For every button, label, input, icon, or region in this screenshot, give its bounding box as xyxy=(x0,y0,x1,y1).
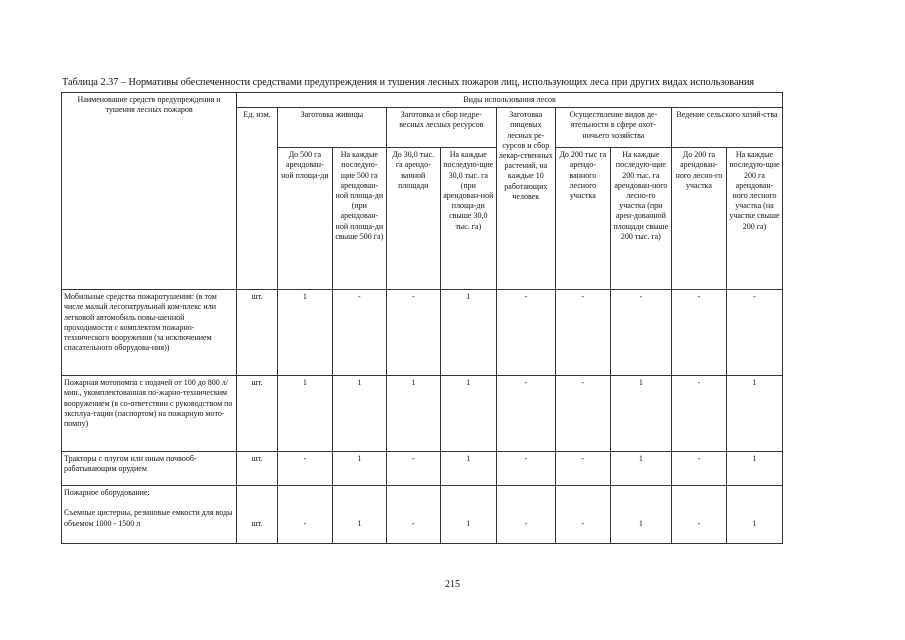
table-row xyxy=(62,486,783,544)
row-unit: шт. xyxy=(237,376,278,452)
row-name: Пожарная мотопомпа с подачей от 100 до 800 л/мин., укомплектованная по-жарно-техническим вооружением (в со-ответствии с руководством по эксплуа-тации (паспортом) на пожарную мото-помпу) xyxy=(62,376,237,452)
row-value: 1 xyxy=(610,486,671,544)
norms-table xyxy=(61,92,783,544)
row-value: 1 xyxy=(386,376,440,452)
row-value: - xyxy=(555,452,610,486)
row-value: - xyxy=(726,290,782,376)
row-value: 1 xyxy=(440,486,496,544)
row-unit: шт. xyxy=(237,486,278,544)
row-value: - xyxy=(555,486,610,544)
row-value: 1 xyxy=(726,486,782,544)
row-value: - xyxy=(671,290,726,376)
row-value: 1 xyxy=(277,376,332,452)
subheader-agriculture-extra: На каждые последую-щие 200 га арендован-ного лесного участка (на участке свыше 200 га) xyxy=(726,148,782,290)
page-number: 215 xyxy=(445,579,460,590)
row-value: 1 xyxy=(332,376,386,452)
row-name: Мобильные средства пожаротушения: (в том числе малый лесопатрульный ком-плекс или легковой автомобиль повы-шенной проходимости с комплектом пожарно-технического вооружения (за исключением спасательного оборудова-ния)) xyxy=(62,290,237,376)
row-value: - xyxy=(555,376,610,452)
subheader-resin-base: До 500 га арендован-ной площа-ди xyxy=(277,148,332,290)
row-value: 1 xyxy=(726,376,782,452)
table-caption: Таблица 2.37 – Нормативы обеспеченности средствами предупреждения и тушения лесных пожаров лиц, использующих леса при других видах использования xyxy=(62,77,755,88)
row-value: 1 xyxy=(277,290,332,376)
row-value: - xyxy=(277,486,332,544)
row-value: - xyxy=(386,290,440,376)
row-value: 1 xyxy=(440,376,496,452)
row-value: - xyxy=(332,290,386,376)
row-value: 1 xyxy=(440,290,496,376)
row-value: - xyxy=(555,290,610,376)
table-row xyxy=(62,290,783,376)
row-value: - xyxy=(610,290,671,376)
row-value: 1 xyxy=(726,452,782,486)
row-value: - xyxy=(671,452,726,486)
row-value: - xyxy=(496,452,555,486)
table-row xyxy=(62,376,783,452)
header-group-nonwood: Заготовка и сбор недре-весных лесных ресурсов xyxy=(386,108,496,148)
row-value: 1 xyxy=(440,452,496,486)
row-name-gap xyxy=(64,498,234,508)
row-name-cell xyxy=(62,486,237,544)
subheader-hunting-extra: На каждые последую-щие 200 тыс. га арендован-ного лесно-го участка (при арен-дованной площади свыше 200 тыс. га) xyxy=(610,148,671,290)
row-value: - xyxy=(277,452,332,486)
subheader-nonwood-extra: На каждые последую-щие 30,0 тыс. га (при арендован-ной площа-ди свыше 30,0 тыс. га) xyxy=(440,148,496,290)
row-unit: шт. xyxy=(237,290,278,376)
header-group-hunting: Осуществление видов де-ятельности в сфере охот-ничьего хозяйства xyxy=(555,108,671,148)
row-value: - xyxy=(496,290,555,376)
row-value: - xyxy=(386,486,440,544)
row-value: - xyxy=(496,376,555,452)
subheader-nonwood-base: До 30,0 тыс. га арендо-ванной площади xyxy=(386,148,440,290)
header-unit-col: Ед. изм. xyxy=(237,108,278,290)
subheader-hunting-base: До 200 тыс га арендо-ванного лесного участка xyxy=(555,148,610,290)
row-unit: шт. xyxy=(237,452,278,486)
row-value: - xyxy=(386,452,440,486)
header-group-food: Заготовка пищевых лесных ре-сурсов и сбор лекар-ственных растений, на каждые 10 работающих человек xyxy=(496,108,555,290)
header-forest-use: Виды использования лесов xyxy=(237,93,783,108)
row-name: Съемные цистерны, резиновые емкости для воды объемом 1000 - 1500 л xyxy=(64,508,233,528)
header-name-col: Наименование средств предупреждения и тушения лесных пожаров xyxy=(62,93,237,290)
table-row xyxy=(62,452,783,486)
row-value: 1 xyxy=(332,486,386,544)
header-group-resin: Заготовка живицы xyxy=(277,108,386,148)
row-value: 1 xyxy=(610,376,671,452)
row-value: - xyxy=(496,486,555,544)
row-name-heading: Пожарное оборудование: xyxy=(64,488,150,498)
subheader-agriculture-base: До 200 га арендован-ного лесно-го участка xyxy=(671,148,726,290)
row-value: - xyxy=(671,486,726,544)
row-name: Тракторы с плугом или иным почвооб-рабатывающим орудием xyxy=(62,452,237,486)
row-value: 1 xyxy=(610,452,671,486)
row-value: 1 xyxy=(332,452,386,486)
row-value: - xyxy=(671,376,726,452)
subheader-resin-extra: На каждые последую-щие 500 га арендован-ной площа-ди (при арендован-ной площа-ди свыше 500 га) xyxy=(332,148,386,290)
header-group-agriculture: Ведение сельского хозяй-ства xyxy=(671,108,782,148)
